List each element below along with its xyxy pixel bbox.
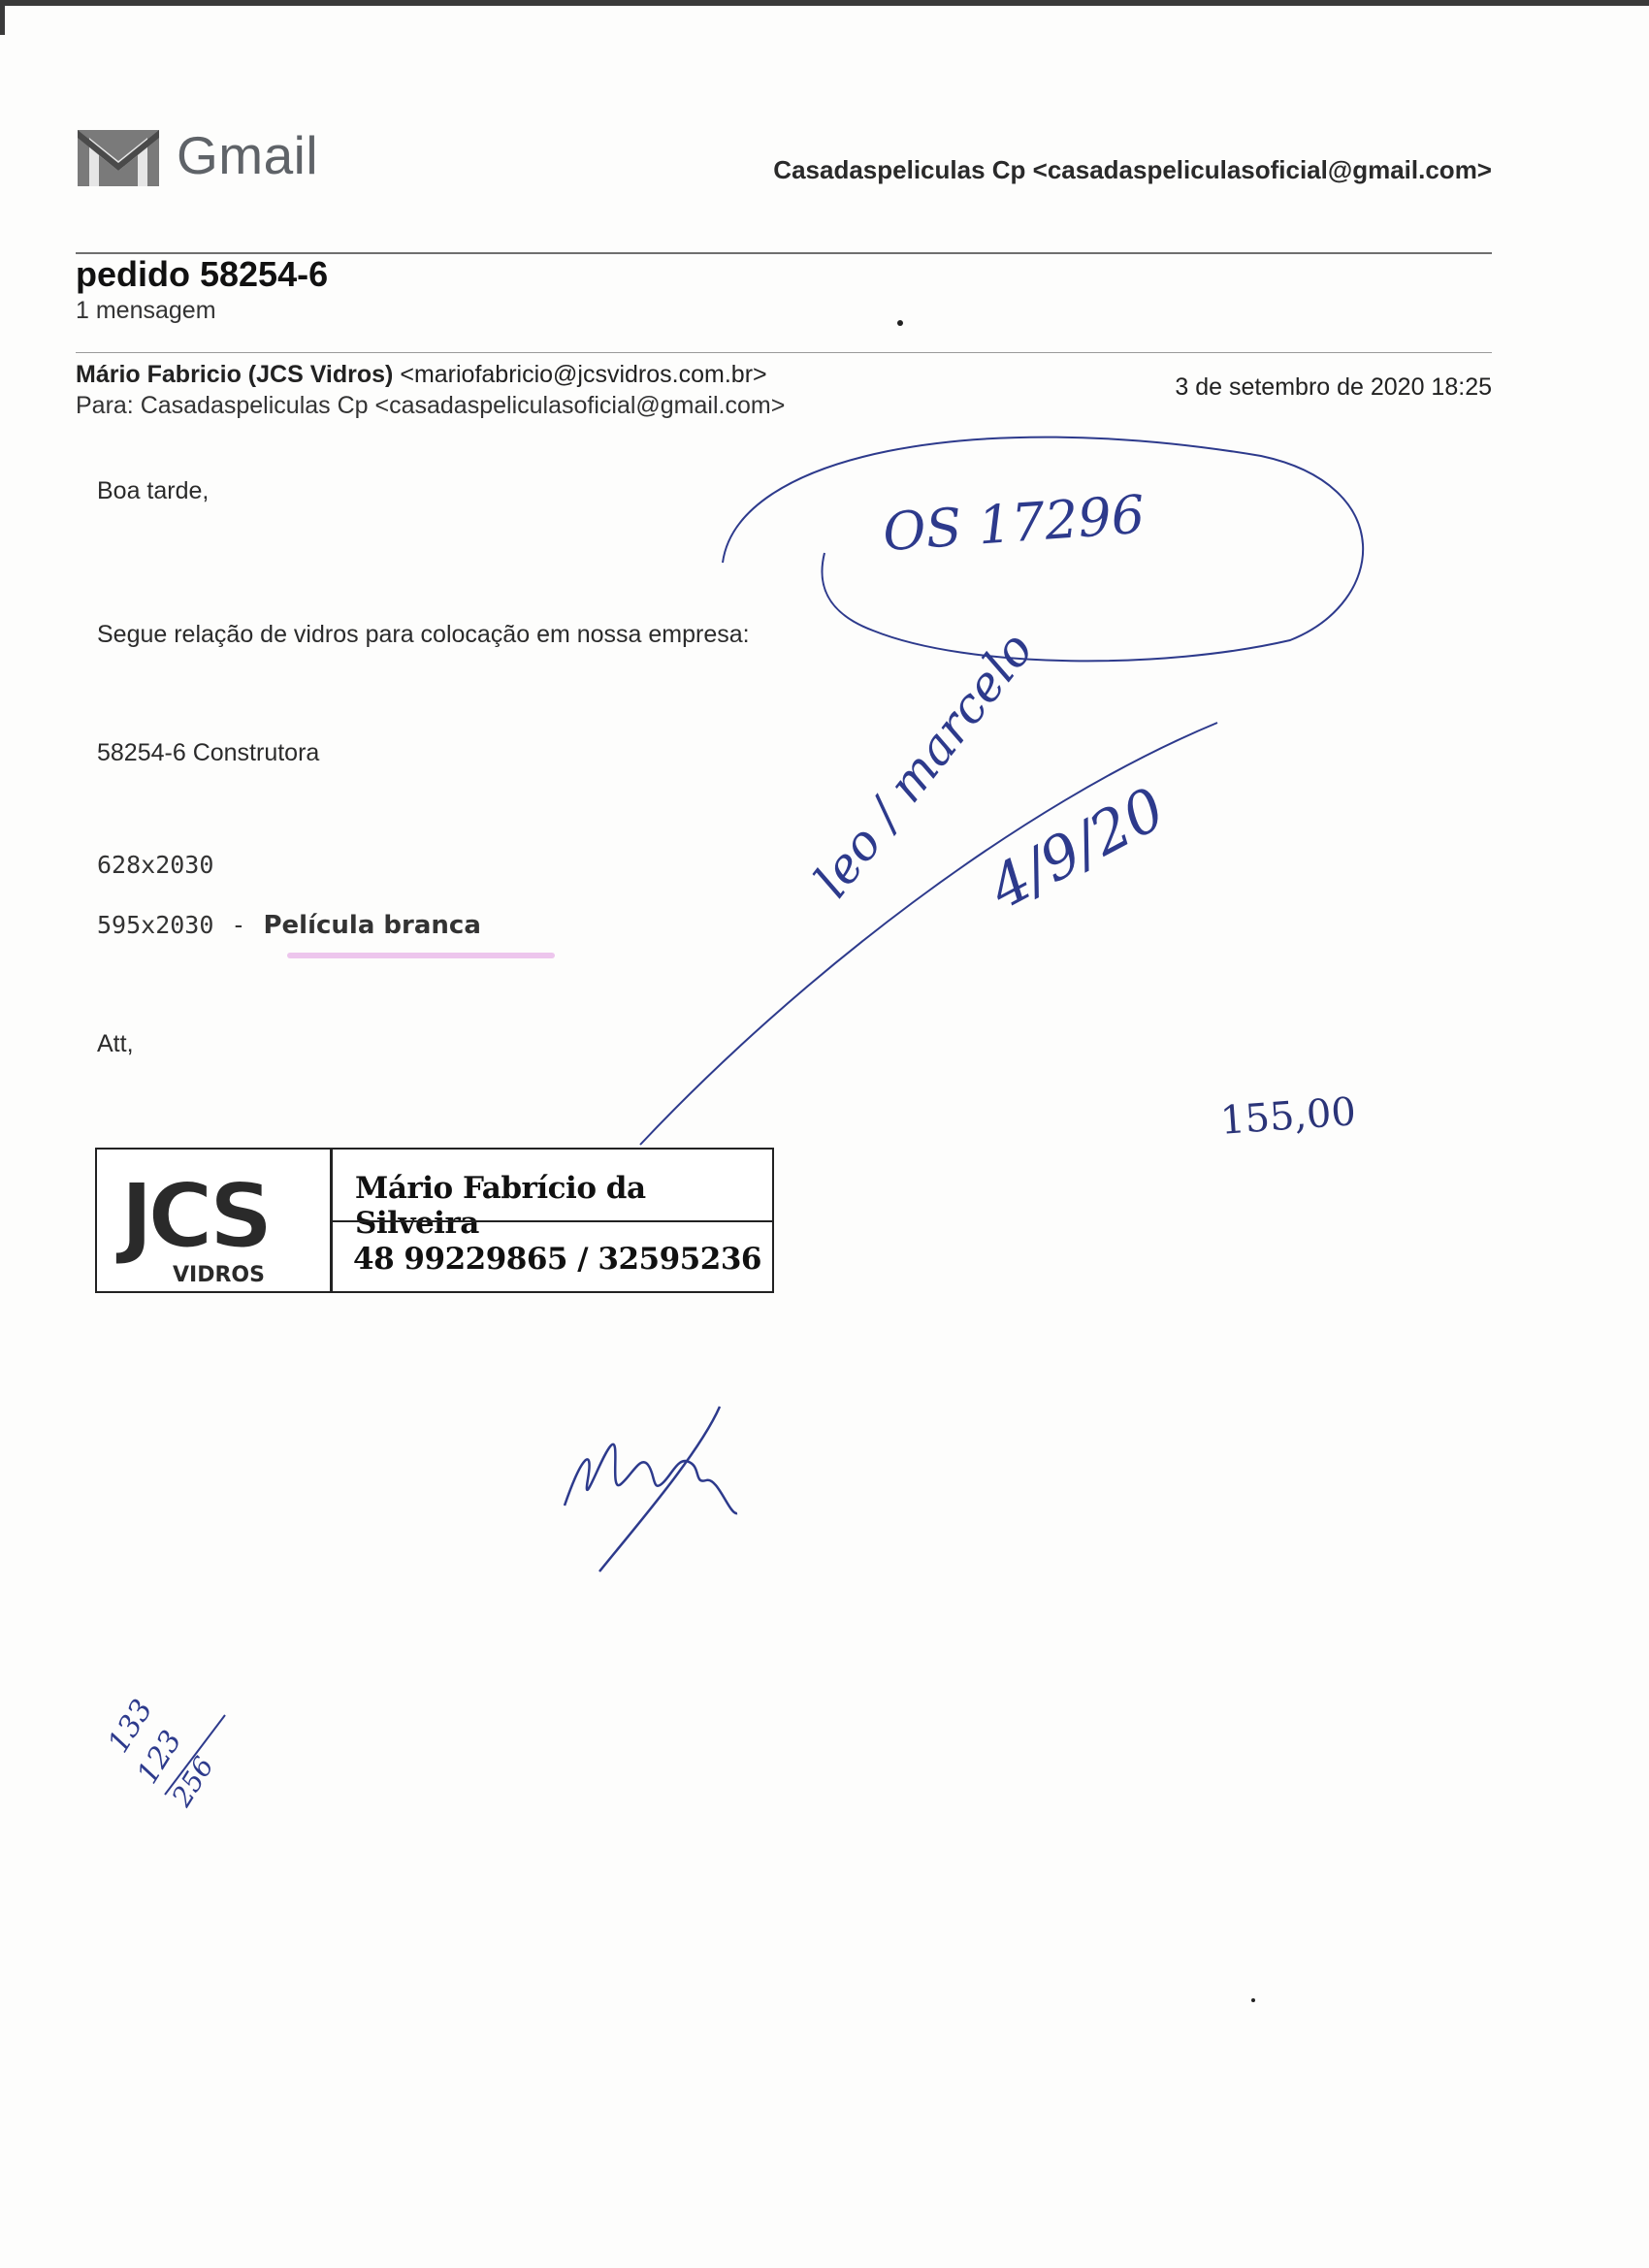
handwritten-received-by: leo / marcelo <box>803 621 1045 908</box>
glass-size-item <box>97 911 481 940</box>
greeting: Boa tarde, <box>97 477 210 504</box>
sender-email: <mariofabricio@jcsvidros.com.br> <box>400 361 767 388</box>
account-email: Casadaspeliculas Cp <casadaspeliculasoficial@gmail.com> <box>773 155 1492 184</box>
svg-text:JCS: JCS <box>120 1164 268 1268</box>
handwritten-calc: 256 <box>165 1751 220 1812</box>
message-date: 3 de setembro de 2020 18:25 <box>1175 373 1492 401</box>
film-type: Película branca <box>263 911 481 940</box>
signature-phones: 48 99229865 / 32595236 <box>353 1242 761 1277</box>
gmail-wordmark: Gmail <box>177 125 319 185</box>
gmail-m-icon <box>76 128 161 188</box>
sender-name: Mário Fabricio (JCS Vidros) <box>76 361 394 388</box>
sender-line <box>76 361 767 389</box>
signature-name: Mário Fabrício da Silveira <box>355 1171 646 1241</box>
svg-text:VIDROS: VIDROS <box>173 1263 265 1287</box>
handwritten-price: 155,00 <box>1218 1089 1358 1144</box>
item-separator: - <box>231 911 246 939</box>
jcs-vidros-logo <box>97 1150 333 1291</box>
glass-size: 628x2030 <box>97 851 214 879</box>
glass-size: 595x2030 <box>97 911 214 939</box>
email-signature <box>95 1148 774 1293</box>
scan-speck <box>1251 1998 1255 2002</box>
scan-edge <box>0 0 5 35</box>
order-reference: 58254-6 Construtora <box>97 739 320 766</box>
message-divider <box>76 352 1492 353</box>
scan-edge <box>0 0 1649 6</box>
handwritten-date: 4/9/20 <box>978 774 1177 923</box>
intro-text: Segue relação de vidros para colocação em nossa empresa: <box>97 621 750 648</box>
signature-stroke <box>565 1407 737 1571</box>
signoff: Att, <box>97 1030 134 1057</box>
handwritten-os-number: OS 17296 <box>881 483 1148 564</box>
message-count: 1 mensagem <box>76 297 216 324</box>
highlighter-mark <box>287 953 555 958</box>
handwritten-calc: 123 <box>130 1724 189 1791</box>
handwritten-calc: 133 <box>101 1693 160 1760</box>
email-subject: pedido 58254-6 <box>76 254 329 294</box>
signature-divider <box>333 1220 772 1222</box>
recipient-line: Para: Casadaspeliculas Cp <casadaspeliculasoficial@gmail.com> <box>76 392 786 419</box>
glass-size-item <box>97 851 213 879</box>
scan-speck <box>897 320 903 326</box>
